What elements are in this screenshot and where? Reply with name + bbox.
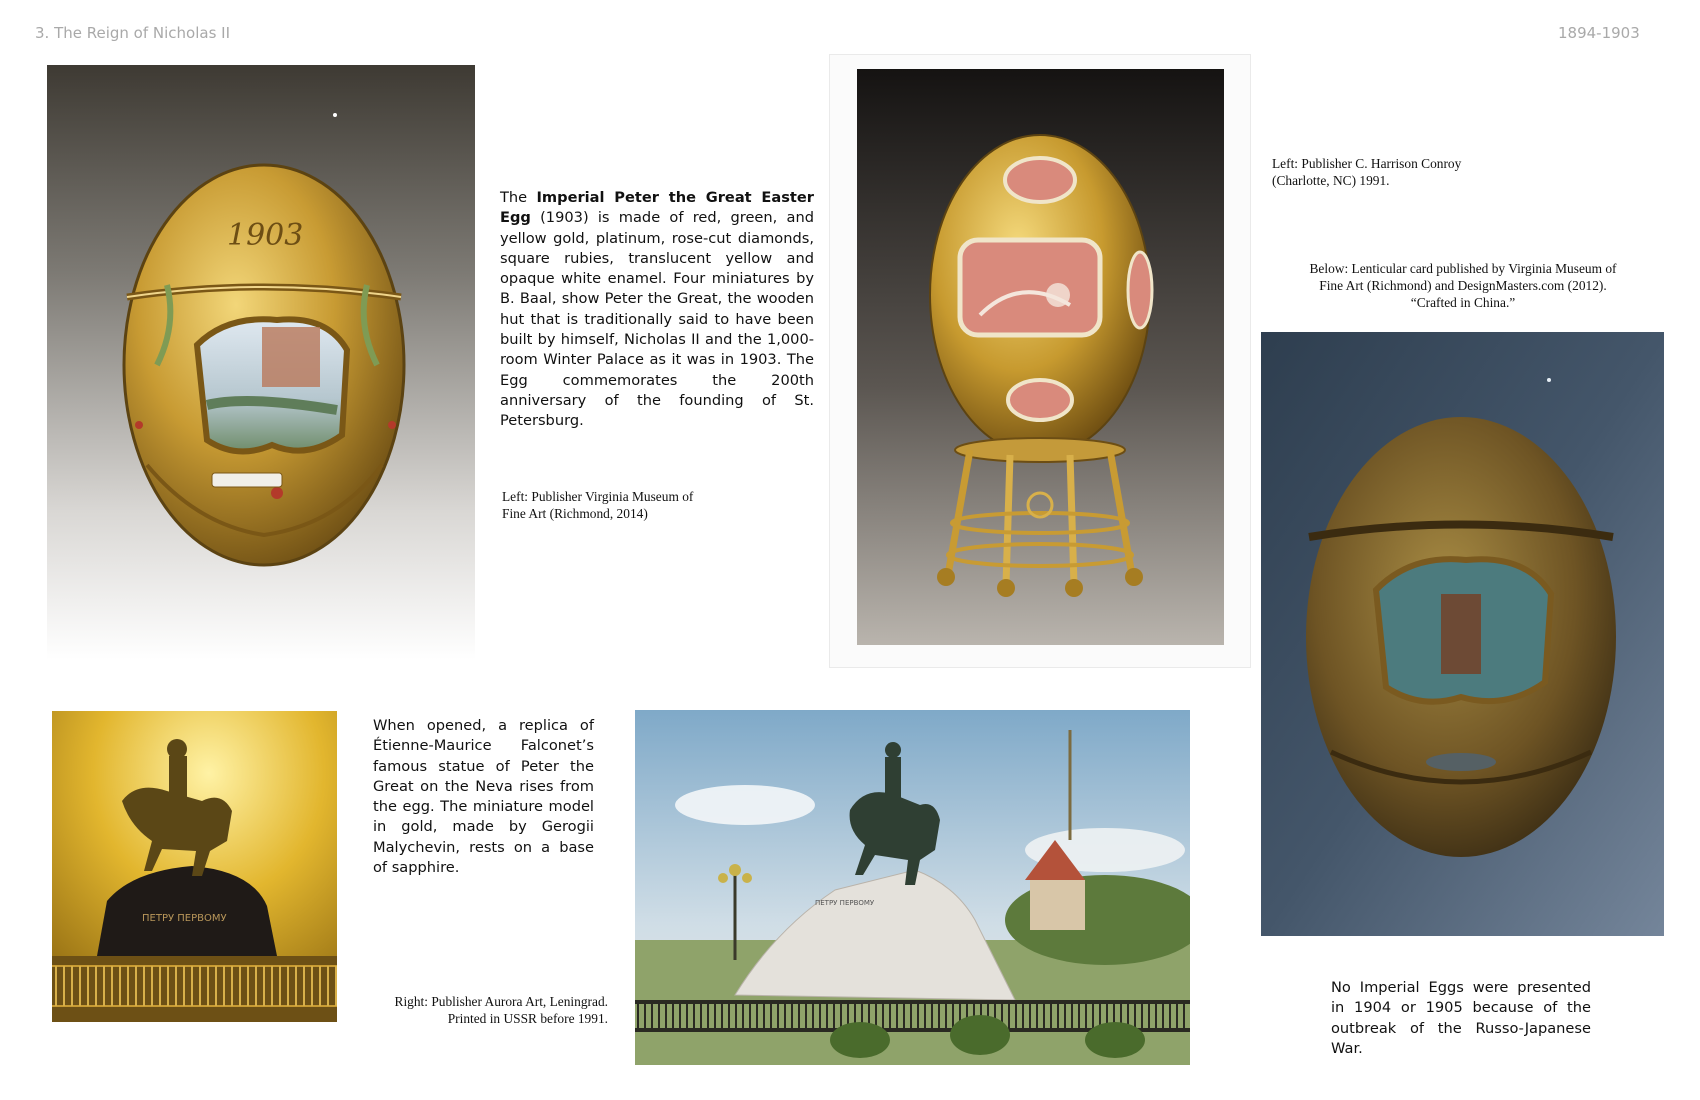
- aurora-caption: [368, 993, 608, 1027]
- caption-line: “Crafted in China.”: [1410, 295, 1516, 310]
- caption-line: Printed in USSR before 1991.: [447, 1011, 608, 1026]
- intro-paragraph: [500, 188, 814, 432]
- intro-body: (1903) is made of red, green, and yellow gold, platinum, rose-cut diamonds, square rubies, translucent yellow and opaque white enamel. Four miniatures by B. Baal, show Peter the Great, the wooden hut that is traditionally said to have been built by himself, Nicholas II and the 1,000-room Winter Palace as it was in 1903. The Egg commemorates the 200th anniversary of the founding of St. Petersburg.: [500, 209, 814, 430]
- caption-line: Left: Publisher C. Harrison Conroy: [1272, 156, 1462, 171]
- intro-title: Imperial Peter the Great Easter Egg: [500, 189, 814, 227]
- peter-the-great-egg-photo: [47, 65, 475, 660]
- catherine-egg-postcard: [829, 54, 1251, 668]
- miniature-statue-photo: [52, 711, 337, 1022]
- opened-paragraph: When opened, a replica of Étienne-Maurice Falconet’s famous statue of Peter the Great on the Neva rises from the egg. The miniature model in gold, made by Gerogii Malychevin, rests on a base of sapphire.: [373, 717, 594, 877]
- caption-line: (Charlotte, NC) 1991.: [1272, 173, 1390, 188]
- caption-line: Below: Lenticular card published by Virginia Museum of: [1309, 261, 1617, 276]
- intro-pre: The: [500, 189, 537, 206]
- lenticular-card-photo: [1261, 332, 1664, 936]
- conroy-caption: [1272, 155, 1461, 189]
- caption-line: Fine Art (Richmond, 2014): [502, 506, 648, 521]
- left-publisher-caption: [502, 488, 693, 522]
- bronze-horseman-postcard: [635, 710, 1190, 1065]
- section-title: 3. The Reign of Nicholas II: [35, 24, 231, 42]
- caption-line: Fine Art (Richmond) and DesignMasters.com (2012).: [1319, 278, 1607, 293]
- svg-text:ПЕТРУ ПЕРВОМУ: ПЕТРУ ПЕРВОМУ: [815, 899, 875, 907]
- svg-text:1903: 1903: [227, 218, 304, 253]
- caption-line: Left: Publisher Virginia Museum of: [502, 489, 694, 504]
- caption-line: Right: Publisher Aurora Art, Leningrad.: [394, 994, 608, 1009]
- war-note: No Imperial Eggs were presented in 1904 or 1905 because of the outbreak of the Russo-Japanese War.: [1331, 979, 1591, 1057]
- lenticular-caption: [1270, 260, 1656, 311]
- date-range: 1894-1903: [1558, 24, 1640, 42]
- svg-text:ПЕТРУ ПЕРВОМУ: ПЕТРУ ПЕРВОМУ: [142, 913, 227, 924]
